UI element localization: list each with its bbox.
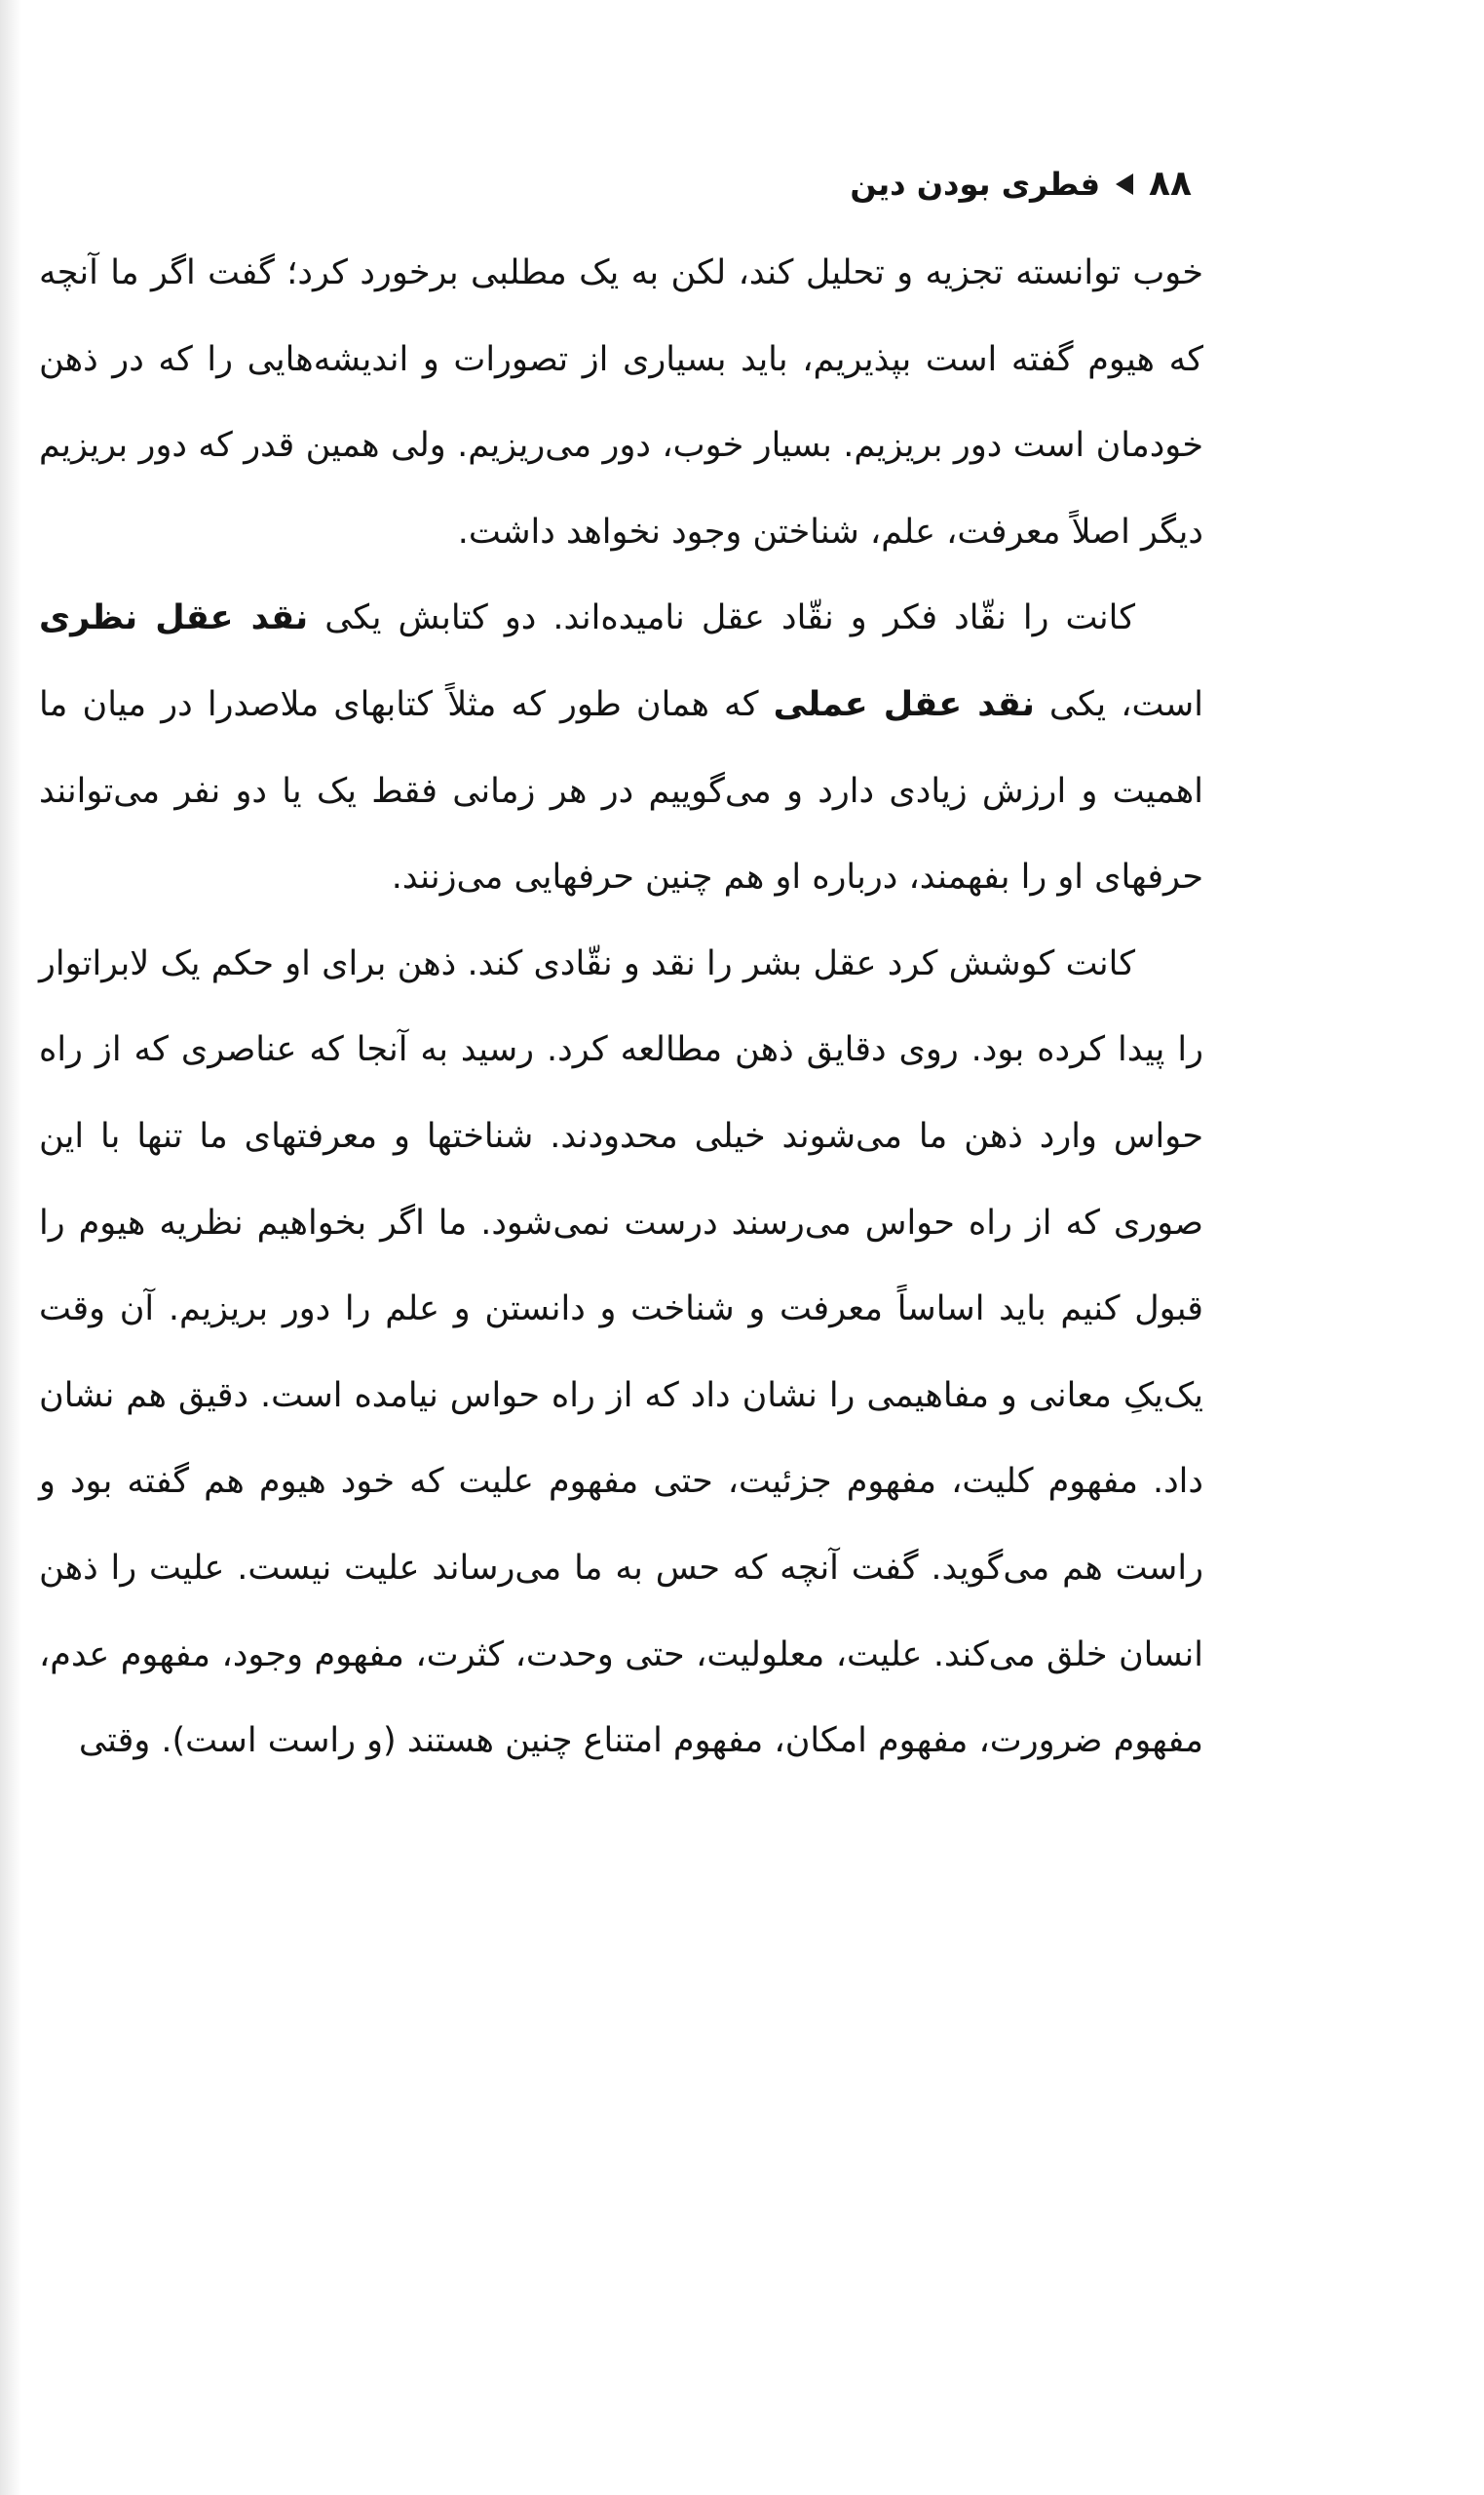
paragraph-text: کانت را نقّاد فکر و نقّاد عقل نامیده‌اند. دو کتابش یکی — [308, 598, 1135, 638]
page-edge-shadow — [0, 0, 21, 2495]
chapter-title: فطری بودن دین — [850, 165, 1101, 203]
paragraph-text: است، یکی — [1034, 684, 1203, 724]
paragraph: کانت کوشش کرد عقل بشر را نقد و نقّادی کند. ذهن برای او حکم یک لابراتوار را پیدا کرده بود. روی دقایق ذهن مطالعه کرد. رسید به آنجا که عناصری که از راه حواس وارد ذهن ما می‌شوند خیلی محدودند. شناختها و معرفتهای ما تنها با این صوری که از راه حواس می‌رسند درست نمی‌شود. ما اگر بخواهیم نظریه هیوم را قبول کنیم باید اساساً معرفت و شناخت و دانستن و علم را دور بریزیم. آن وقت یک‌یکِ معانی و مفاهیمی را نشان داد که از راه حواس نیامده است. دقیق هم نشان داد. مفهوم کلیت، مفهوم جزئیت، حتی مفهوم علیت که خود هیوم هم گفته بود و راست هم می‌گوید. گفت آنچه که حس به ما می‌رساند علیت نیست. علیت را ذهن انسان خلق می‌کند. علیت، معلولیت، حتی وحدت، کثرت، مفهوم وجود، مفهوم عدم، مفهوم ضرورت، مفهوم امکان، مفهوم امتناع چنین هستند (و راست است). وقتی — [39, 943, 1203, 1761]
header-arrow-icon — [1116, 173, 1133, 195]
paragraph — [39, 575, 1203, 920]
running-header — [850, 164, 1192, 204]
bold-term-practical-reason: نقد عقل عملی — [773, 684, 1035, 724]
bold-term-theoretical-reason: نقد عقل نظری — [39, 598, 309, 638]
paragraph: خوب توانسته تجزیه و تحلیل کند، لکن به یک مطلبی برخورد کرد؛ گفت اگر ما آنچه که هیوم گفته است بپذیریم، باید بسیاری از تصورات و اندیشه‌هایی را که در ذهن خودمان است دور بریزیم. بسیار خوب، دور می‌ریزیم. ولی همین قدر که دور بریزیم دیگر اصلاً معرفت، علم، شناختن وجود نخواهد داشت. — [39, 253, 1203, 552]
paragraph-text: که همان طور که مثلاً کتابهای ملاصدرا در میان ما اهمیت و ارزش زیادی دارد و می‌گوییم در هر زمانی فقط یک یا دو نفر می‌توانند حرفهای او را بفهمند، درباره او هم چنین حرفهایی می‌زنند. — [39, 684, 1203, 898]
body-text — [39, 230, 1203, 1785]
page-number: ۸۸ — [1149, 164, 1192, 204]
